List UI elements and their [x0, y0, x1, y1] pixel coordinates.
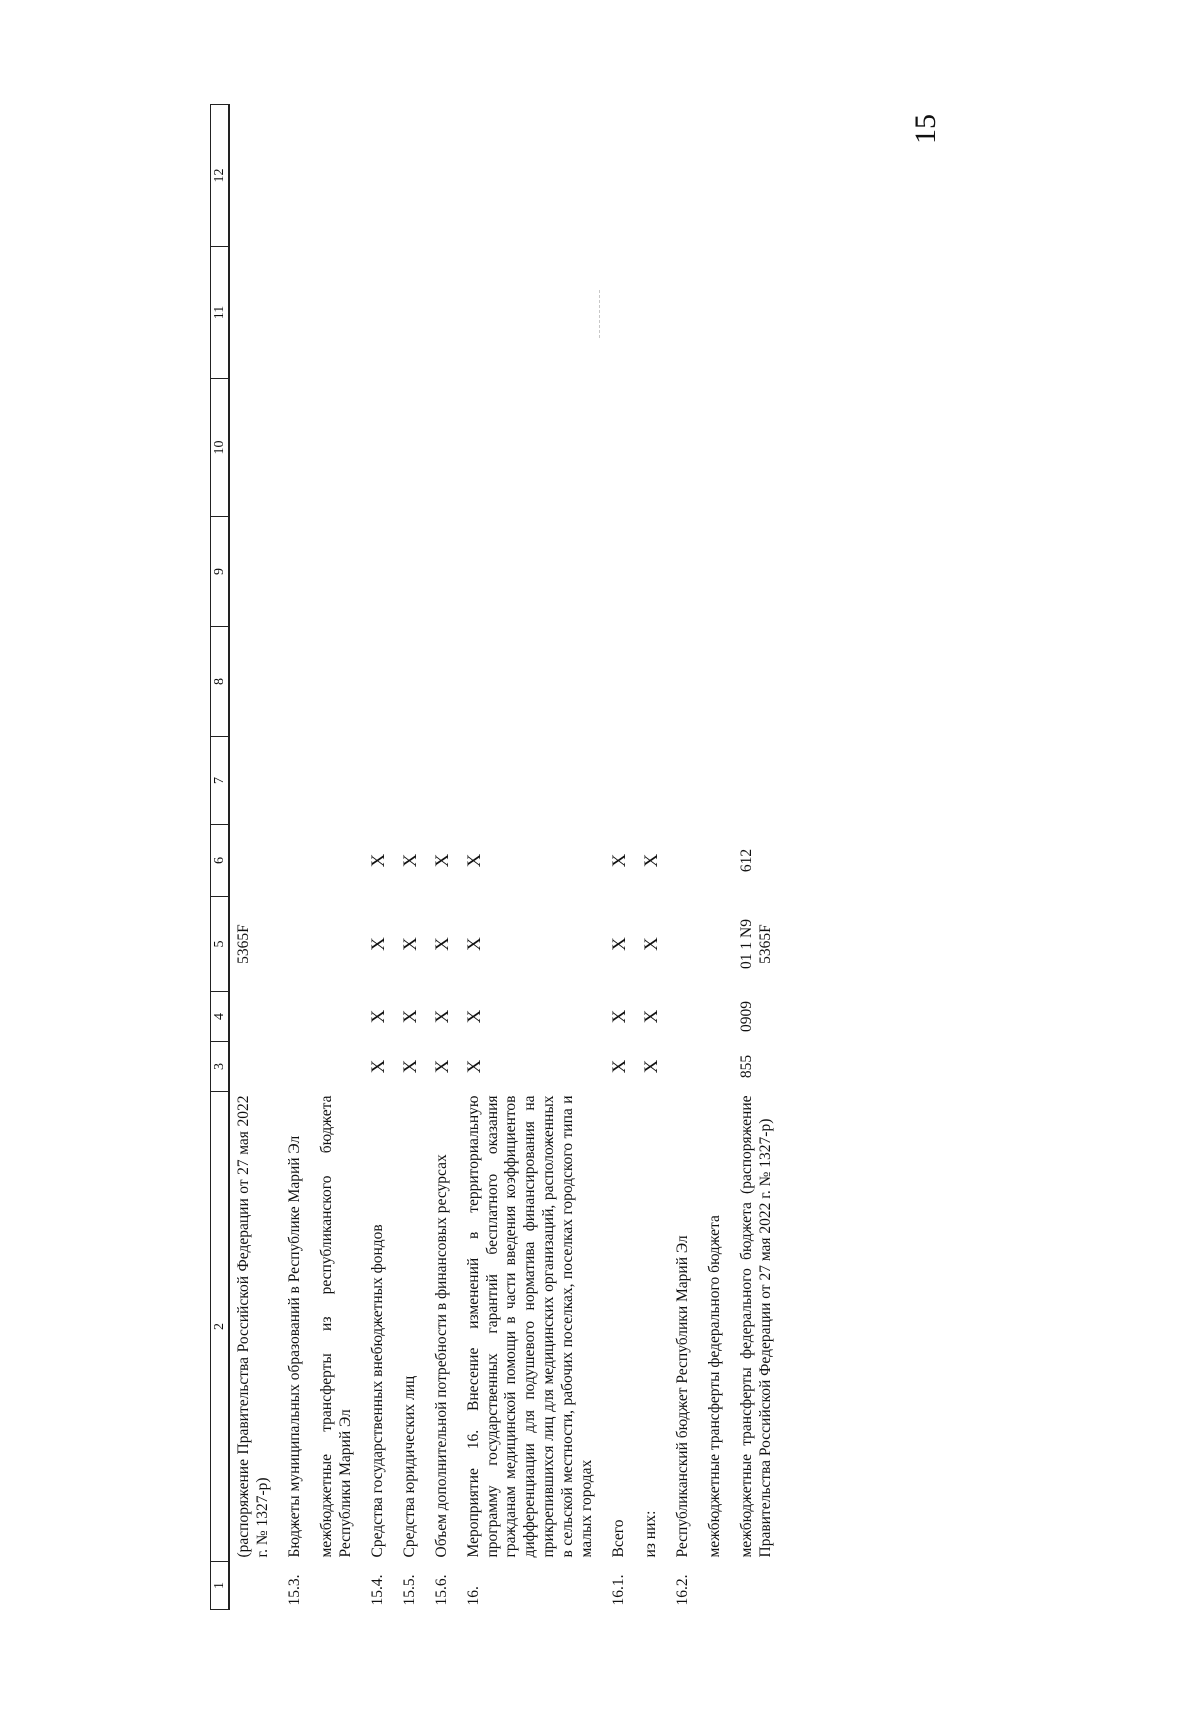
cell-col12 [669, 105, 701, 247]
cell-col3: X [608, 1059, 630, 1074]
col-header-2: 2 [211, 1092, 230, 1562]
cell-col8 [313, 627, 364, 737]
col-header-9: 9 [211, 517, 230, 627]
row-number: 15.6. [432, 1574, 450, 1606]
table-row [229, 105, 281, 1610]
cell-col6 [701, 825, 733, 897]
cell-col4: X [367, 1009, 389, 1024]
col-header-6: 6 [211, 825, 230, 897]
row-number [733, 1562, 784, 1610]
row-description: Объем дополнительной потребности в финансовых ресурсах [432, 1154, 450, 1558]
row-description: (распоряжение Правительства Российской Федерации от 27 мая 2022 г. № 1327-р) [235, 1095, 271, 1558]
cell-col7 [396, 737, 428, 825]
cell-col7 [460, 737, 605, 825]
cell-col6: X [640, 853, 662, 868]
cell-col8 [460, 627, 605, 737]
cell-col9 [229, 517, 281, 627]
cell-col3: 855 [737, 1054, 755, 1079]
cell-col4 [669, 992, 701, 1042]
cell-col4 [281, 992, 313, 1042]
cell-col10 [460, 379, 605, 517]
row-number [229, 1562, 281, 1610]
cell-col4: X [399, 1009, 421, 1024]
cell-col6: X [431, 853, 453, 868]
cell-col12 [733, 105, 784, 247]
table-row [428, 105, 460, 1610]
cell-col3 [669, 1042, 701, 1092]
cell-col6: 612 [737, 848, 755, 873]
cell-col7 [733, 737, 784, 825]
page-number: 15 [909, 114, 942, 144]
cell-col6 [669, 825, 701, 897]
row-number: 15.5. [400, 1574, 418, 1606]
cell-col8 [364, 627, 396, 737]
cell-col12 [396, 105, 428, 247]
table-row [733, 105, 784, 1610]
cell-col9 [364, 517, 396, 627]
cell-col6: X [608, 853, 630, 868]
row-description: из них: [641, 1510, 659, 1558]
cell-col9 [460, 517, 605, 627]
cell-col4 [313, 992, 364, 1042]
budget-table [210, 104, 784, 1610]
cell-col3: X [367, 1059, 389, 1074]
cell-col10 [281, 379, 313, 517]
cell-col11 [396, 247, 428, 379]
cell-col8 [281, 627, 313, 737]
cell-col8 [396, 627, 428, 737]
table-row [460, 105, 605, 1610]
cell-col5: X [640, 937, 662, 951]
cell-col8 [637, 627, 669, 737]
cell-col9 [701, 517, 733, 627]
table-row [396, 105, 428, 1610]
cell-col7 [364, 737, 396, 825]
row-description: Всего [609, 1519, 627, 1558]
table-row [313, 105, 364, 1610]
col-header-10: 10 [211, 379, 230, 517]
cell-col6: X [399, 853, 421, 868]
cell-col9 [733, 517, 784, 627]
row-number: 15.4. [368, 1574, 386, 1606]
cell-col3: X [640, 1059, 662, 1074]
cell-col9 [605, 517, 637, 627]
cell-col3 [281, 1042, 313, 1092]
cell-col5: 5365F [235, 924, 253, 964]
cell-col12 [281, 105, 313, 247]
cell-col11 [637, 247, 669, 379]
cell-col8 [229, 627, 281, 737]
cell-col11 [313, 247, 364, 379]
cell-col5: X [608, 937, 630, 951]
cell-col5 [701, 897, 733, 992]
table-row [669, 105, 701, 1610]
row-number: 16. [464, 1586, 482, 1606]
cell-col5 [313, 897, 364, 992]
cell-col7 [669, 737, 701, 825]
cell-col9 [669, 517, 701, 627]
cell-col8 [669, 627, 701, 737]
cell-col3: X [463, 1059, 485, 1074]
cell-col11 [229, 247, 281, 379]
row-description: Средства государственных внебюджетных фондов [368, 1224, 386, 1558]
rotated-table-area [210, 105, 1010, 1610]
table-row [605, 105, 637, 1610]
cell-col8 [733, 627, 784, 737]
col-header-3: 3 [211, 1042, 230, 1092]
cell-col12 [701, 105, 733, 247]
cell-col4: 0909 [737, 1001, 755, 1032]
cell-col10 [605, 379, 637, 517]
row-description: Мероприятие 16. Внесение изменений в территориальную программу государственных гарантий бесплатного оказания гражданам медицинской помощи в части введения коэффициентов дифференциации для подушевого норматива финансирования на прикрепившихся лиц для медицинских организаций, расположенных в сельской местности, рабочих поселках, поселках городского типа и малых городах [464, 1095, 596, 1558]
cell-col11 [701, 247, 733, 379]
cell-col9 [396, 517, 428, 627]
col-header-4: 4 [211, 992, 230, 1042]
cell-col8 [428, 627, 460, 737]
cell-col5: X [431, 937, 453, 951]
row-description: межбюджетные трансферты федерального бюджета [705, 1215, 723, 1558]
cell-col11 [281, 247, 313, 379]
cell-col5: 01 1 N9 5365F [737, 919, 774, 969]
cell-col10 [428, 379, 460, 517]
cell-col10 [733, 379, 784, 517]
cell-col4 [229, 992, 281, 1042]
cell-col10 [637, 379, 669, 517]
cell-col9 [637, 517, 669, 627]
cell-col10 [364, 379, 396, 517]
cell-col5 [281, 897, 313, 992]
cell-col12 [313, 105, 364, 247]
cell-col4: X [431, 1009, 453, 1024]
cell-col5: X [367, 937, 389, 951]
cell-col7 [605, 737, 637, 825]
cell-col3 [701, 1042, 733, 1092]
cell-col3 [313, 1042, 364, 1092]
cell-col6 [281, 825, 313, 897]
col-header-8: 8 [211, 627, 230, 737]
cell-col7 [637, 737, 669, 825]
row-number [313, 1562, 364, 1610]
table-row [364, 105, 396, 1610]
cell-col12 [637, 105, 669, 247]
cell-col3: X [399, 1059, 421, 1074]
row-description: Средства юридических лиц [400, 1375, 418, 1558]
col-header-11: 11 [211, 247, 230, 379]
cell-col11 [428, 247, 460, 379]
cell-col4: X [463, 1009, 485, 1024]
row-number: 16.1. [609, 1574, 627, 1606]
cell-col3 [229, 1042, 281, 1092]
cell-col7 [229, 737, 281, 825]
row-number [701, 1562, 733, 1610]
cell-col12 [460, 105, 605, 247]
cell-col11 [733, 247, 784, 379]
cell-col7 [281, 737, 313, 825]
row-description: Бюджеты муниципальных образований в Республике Марий Эл [285, 1135, 303, 1558]
cell-col9 [313, 517, 364, 627]
table-header-row [211, 105, 230, 1610]
cell-col6: X [367, 853, 389, 868]
row-number: 16.2. [673, 1574, 691, 1606]
cell-col11 [460, 247, 605, 379]
table-row [701, 105, 733, 1610]
cell-col5 [669, 897, 701, 992]
cell-col10 [669, 379, 701, 517]
cell-col5: X [399, 937, 421, 951]
table-row [281, 105, 313, 1610]
cell-col12 [605, 105, 637, 247]
row-number: 15.3. [285, 1574, 303, 1606]
cell-col9 [281, 517, 313, 627]
col-header-7: 7 [211, 737, 230, 825]
cell-col10 [229, 379, 281, 517]
row-description: Республиканский бюджет Республики Марий Эл [673, 1235, 691, 1558]
cell-col7 [313, 737, 364, 825]
row-description: межбюджетные трансферты из республиканского бюджета Республики Марий Эл [317, 1095, 354, 1558]
cell-col7 [701, 737, 733, 825]
cell-col6: X [463, 853, 485, 868]
cell-col3: X [431, 1059, 453, 1074]
cell-col8 [701, 627, 733, 737]
cell-col9 [428, 517, 460, 627]
table-row [637, 105, 669, 1610]
cell-col11 [605, 247, 637, 379]
row-description: межбюджетные трансферты федерального бюджета (распоряжение Правительства Российской Федерации от 27 мая 2022 г. № 1327-р) [737, 1095, 774, 1558]
cell-col10 [313, 379, 364, 517]
cell-col4: X [608, 1009, 630, 1024]
cell-col11 [669, 247, 701, 379]
cell-col12 [364, 105, 396, 247]
cell-col6 [313, 825, 364, 897]
cell-col12 [428, 105, 460, 247]
cell-col4: X [640, 1009, 662, 1024]
cell-col11 [364, 247, 396, 379]
cell-col10 [396, 379, 428, 517]
cell-col6 [229, 825, 281, 897]
row-number [637, 1562, 669, 1610]
cell-col5: X [463, 937, 485, 951]
cell-col4 [701, 992, 733, 1042]
cell-col10 [701, 379, 733, 517]
cell-col8 [605, 627, 637, 737]
col-header-12: 12 [211, 105, 230, 247]
cell-col7 [428, 737, 460, 825]
col-header-1: 1 [211, 1562, 230, 1610]
cell-col12 [229, 105, 281, 247]
col-header-5: 5 [211, 897, 230, 992]
